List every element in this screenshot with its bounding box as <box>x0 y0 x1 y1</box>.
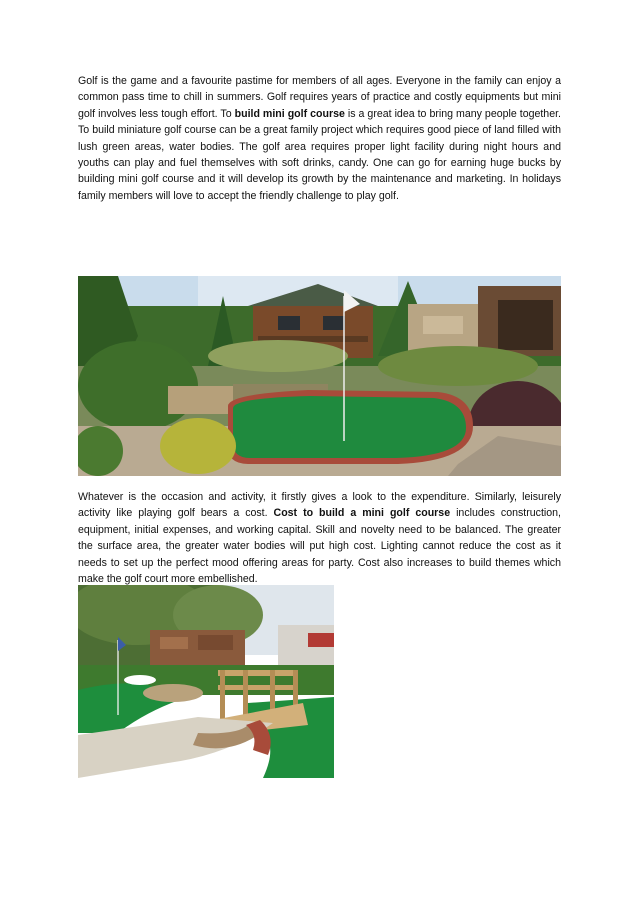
paragraph-intro-text-2: is a great idea to bring many people together. To build miniature golf course can be a great family project which requires good piece of land filled with lush green areas, water bodies. The golf area requires proper light facility during night hours and youths can play and fuel themselves with soft drinks, candy. One can go for earning huge bucks by building mini golf course and it will develop its growth by the maintenance and marketing. In holidays family members will love to accept the friendly challenge to play golf. <box>78 107 561 202</box>
mini-golf-course-photo-2 <box>78 585 334 778</box>
paragraph-intro <box>78 73 561 204</box>
bold-link-cost-to-build: Cost to build a mini golf course <box>273 507 451 520</box>
mini-golf-course-photo-1 <box>78 276 561 476</box>
paragraph-cost-text-2: includes construction, equipment, initial expenses, and working capital. Skill and novelty need to be balanced. The greater the surface area, the greater water bodies will put high cost. Lighting cannot reduce the cost as it needs to set up the perfect mood offering areas for party. Cost also increases to build themes which make the golf court more embellished. <box>78 507 561 586</box>
bold-link-build-mini-golf-course: build mini golf course <box>234 107 345 120</box>
paragraph-intro-text-1: Golf is the game and a favourite pastime for members of all ages. Everyone in the family can enjoy a common pass time to chill in summers. Golf requires years of practice and costly equipments but mini golf involves less tough effort. To <box>78 75 561 120</box>
paragraph-cost <box>78 489 561 587</box>
paragraph-cost-text-1: Whatever is the occasion and activity, it firstly gives a look to the expenditure. Similarly, leisurely activity like playing golf bears a cost. <box>78 491 561 520</box>
